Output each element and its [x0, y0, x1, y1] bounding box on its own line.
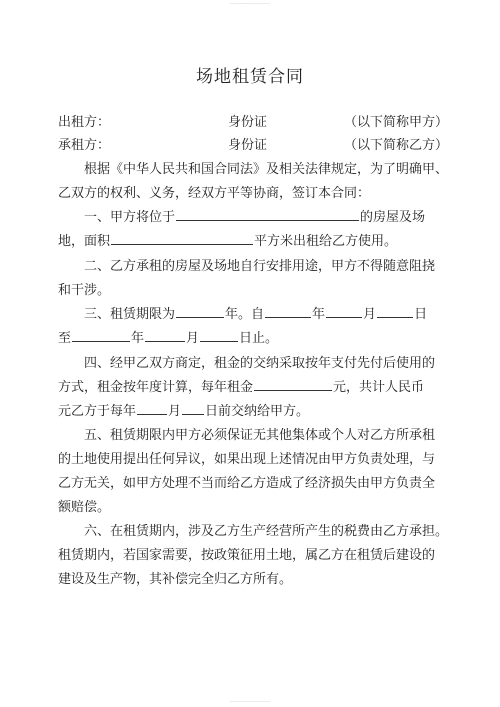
- start-month-blank[interactable]: [326, 306, 362, 318]
- clause-5-line-3: 乙方无关，如甲方处理不当而给乙方造成了经济损失由甲方负责全: [58, 476, 436, 491]
- clause-6-line-2: 租赁期内，若国家需要，按政策征用土地，属乙方在租赁后建设的: [58, 548, 436, 563]
- clause-4-text-a: 方式，租金按年度计算，每年租金: [58, 380, 254, 395]
- lessee-label: 承租方：: [58, 138, 111, 153]
- start-day-blank[interactable]: [377, 306, 413, 318]
- start-year-blank[interactable]: [265, 306, 311, 318]
- clause-4-line-2: [58, 376, 448, 400]
- intro-line-1: 根据《中华人民共和国合同法》及相关法律规定，为了明确甲、: [84, 162, 449, 177]
- clause-4-text-d: 月: [168, 404, 182, 419]
- clause-1-text-a: 一、甲方将位于: [84, 210, 176, 225]
- clause-3-text-e: 日: [414, 307, 428, 322]
- clause-1-text-b: 的房屋及场: [360, 210, 426, 225]
- lessor-label: 出租方：: [58, 115, 111, 130]
- lessor-note: （以下简称甲方）: [344, 115, 449, 130]
- clause-6-line-3: 建设及生产物，其补偿完全归乙方所有。: [58, 572, 293, 587]
- header-watermark: ------------------------: [229, 1, 271, 7]
- clause-3-text-h: 月: [186, 331, 200, 346]
- clause-4-text-c: 元乙方于每年: [58, 404, 137, 419]
- clause-2-line-2: 和干涉。: [58, 283, 111, 298]
- clause-6-line-1: 六、在租赁期内，涉及乙方生产经营所产生的税费由乙方承担。: [84, 524, 449, 539]
- clause-3-text-f: 至: [58, 331, 72, 346]
- clause-5-line-2: 的土地使用提出任何异议，如果出现上述情况由甲方负责处理，与: [58, 452, 436, 467]
- end-day-blank[interactable]: [200, 330, 238, 342]
- clause-1-line-1: [84, 206, 448, 230]
- area-blank[interactable]: [111, 233, 253, 245]
- pay-month-blank[interactable]: [137, 403, 167, 415]
- end-month-blank[interactable]: [145, 330, 185, 342]
- clause-4-line-1: 四、经甲乙双方商定，租金的交纳采取按年支付先付后使用的: [84, 356, 436, 371]
- clause-5-line-4: 额赔偿。: [58, 500, 111, 515]
- term-years-blank[interactable]: [176, 306, 224, 318]
- clause-4-text-b: 元，共计人民币: [333, 380, 425, 395]
- clause-3-text-g: 年: [131, 331, 145, 346]
- page-title: 场地租赁合同: [196, 67, 304, 87]
- clause-2-line-1: 二、乙方承租的房屋及场地自行安排用途，甲方不得随意阻挠: [84, 259, 436, 274]
- lessor-id-label: 身份证: [228, 115, 268, 130]
- lessee-note: （以下简称乙方）: [344, 138, 449, 153]
- clause-4-text-e: 日前交纳给甲方。: [205, 404, 310, 419]
- clause-5-line-1: 五、租赁期限内甲方必须保证无其他集体或个人对乙方所承租: [84, 428, 436, 443]
- clause-3-text-c: 年: [312, 307, 326, 322]
- lessee-row: [58, 134, 448, 158]
- clause-3-line-1: [84, 303, 448, 327]
- end-year-blank[interactable]: [72, 330, 130, 342]
- footer-watermark: ------------------------: [229, 699, 271, 705]
- lessee-id-label: 身份证: [228, 138, 268, 153]
- annual-rent-blank[interactable]: [254, 379, 332, 391]
- clause-1-text-c: 地，面积: [58, 234, 111, 249]
- clause-3-text-i: 日止。: [239, 331, 279, 346]
- clause-1-text-d: 平方米出租给乙方使用。: [254, 234, 398, 249]
- clause-3-line-2: [58, 327, 448, 351]
- location-blank[interactable]: [176, 209, 359, 221]
- pay-day-blank[interactable]: [182, 403, 204, 415]
- clause-1-line-2: [58, 230, 448, 254]
- clause-4-line-3: [58, 400, 448, 424]
- clause-3-text-d: 月: [363, 307, 377, 322]
- clause-3-text-a: 三、租赁期限为: [84, 307, 176, 322]
- clause-3-text-b: 年。自: [225, 307, 265, 322]
- lessor-row: [58, 111, 448, 135]
- intro-line-2: 乙双方的权利、义务，经双方平等协商，签订本合同：: [58, 186, 371, 201]
